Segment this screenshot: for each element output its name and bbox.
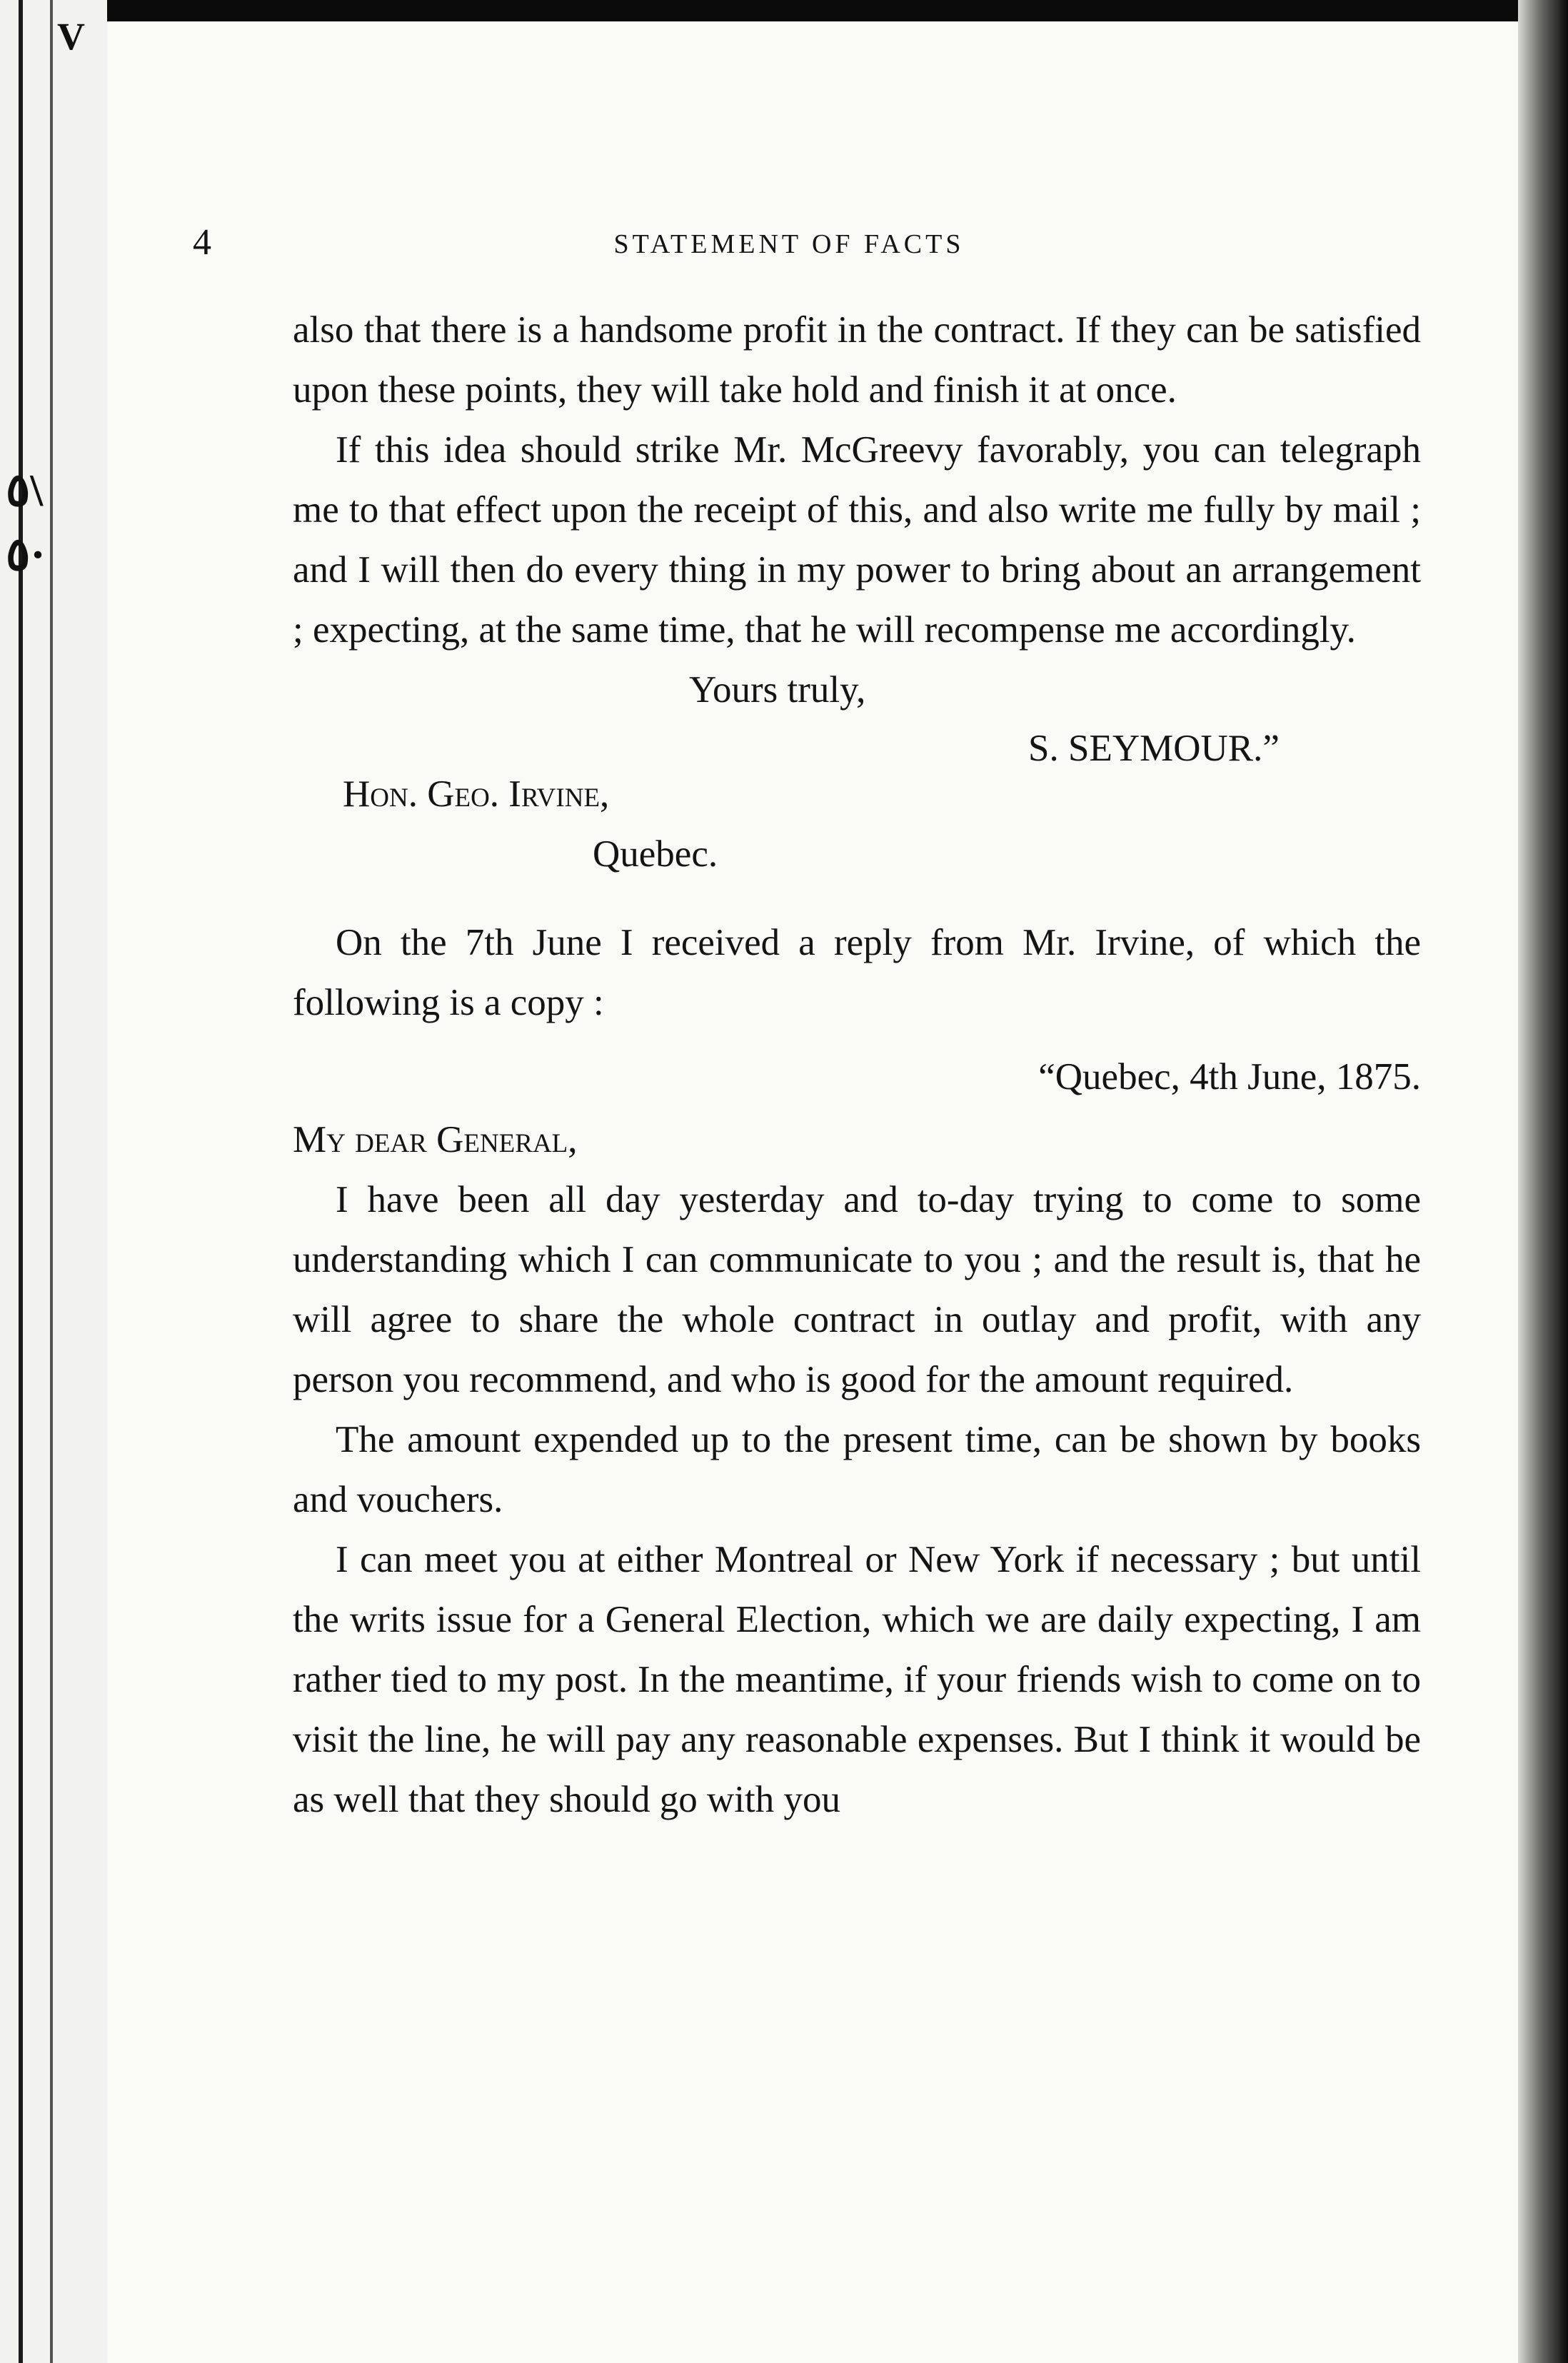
letter-dateline: “Quebec, 4th June, 1875. [1038, 1056, 1421, 1098]
margin-mark: V [57, 15, 85, 58]
letter-signature: S. SEYMOUR.” [1028, 728, 1280, 769]
paragraph: If this idea should strike Mr. McGreevy favorably, you can telegraph me to that effect upon the receipt of this, and also write me fully by mail ; and I will then do every thing in my power to bring about an arrangement ; expecting, at the same time, that he will recompense me accordingly. [293, 429, 1421, 651]
paragraph: On the 7th June I received a reply from Mr. Irvine, of which the following is a copy : [293, 922, 1421, 1023]
letter-salutation: My dear General, [293, 1119, 578, 1160]
paragraph: The amount expended up to the present time, can be shown by books and vouchers. [293, 1419, 1421, 1520]
page-edge-line [19, 0, 23, 2363]
paragraph: also that there is a handsome profit in the contract. If they can be satisfied upon these points, they will take hold and finish it at once. [293, 309, 1421, 411]
letter-addressee: Hon. Geo. Irvine, [343, 773, 610, 815]
page-number: 4 [193, 222, 211, 263]
running-title: STATEMENT OF FACTS [613, 229, 965, 259]
margin-mark: ٥\ [6, 465, 44, 516]
letter-addressee-city: Quebec. [593, 833, 718, 875]
left-page-edge [0, 0, 107, 2363]
paragraph: I have been all day yesterday and to-day trying to come to some understanding which I can communicate to you ; and the result is, that he will agree to share the whole contract in outlay and profit, with any person you recommend, and who is good for the amount required. [293, 1179, 1421, 1400]
page-body [293, 300, 1421, 1830]
page-edge-line [50, 0, 53, 2363]
margin-mark: ٥· [6, 529, 46, 580]
page-gutter-shadow [1518, 0, 1568, 2363]
paragraph: I can meet you at either Montreal or New York if necessary ; but until the writs issue for a General Election, which we are daily expecting, I am rather tied to my post. In the meantime, if your friends wish to come on to visit the line, he will pay any reasonable expenses. But I think it would be as well that they should go with you [293, 1539, 1421, 1820]
letter-closing: Yours truly, [689, 669, 866, 711]
